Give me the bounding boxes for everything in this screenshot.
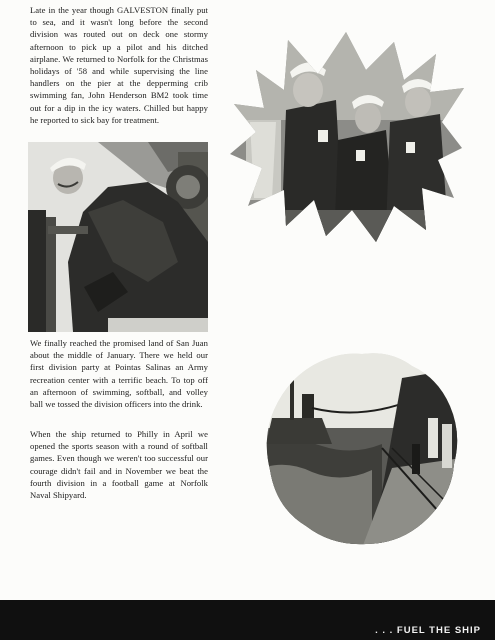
article-paragraph-3: When the ship returned to Philly in April we opened the sports season with a round of softball games. Even though we weren't too successful our courage didn't fail and in November we beat the fourth division in a football game at Norfolk Naval Shipyard. (30, 429, 208, 501)
photo-refueling-at-sea (262, 348, 462, 548)
footer-caption: . . . FUEL THE SHIP (375, 625, 481, 636)
photo-sailors-with-mugs (226, 30, 466, 245)
photo-sailor-on-deck (28, 142, 208, 332)
article-paragraph-1: Late in the year though GALVESTON finally put to sea, and it wasn't long before the second division was routed out on deck one stormy afternoon to pick up a pilot and his ditched airplane. We returned to Norfolk for the Christmas holidays of '58 and while supervising the line handlers on the pier at the depperming crib swimming fan, John Henderson BM2 took time out for a dip in the icy waters. Chilled but happy he reported to sick bay for treatment. (30, 5, 208, 125)
article-paragraph-2: We finally reached the promised land of San Juan about the middle of January. There we held our first division party at Pointas Salinas an Army recreation center with a terrific beach. To top off an afternoon of swimming, softball, and volley ball we tossed the division officers into the drink. (30, 338, 208, 410)
